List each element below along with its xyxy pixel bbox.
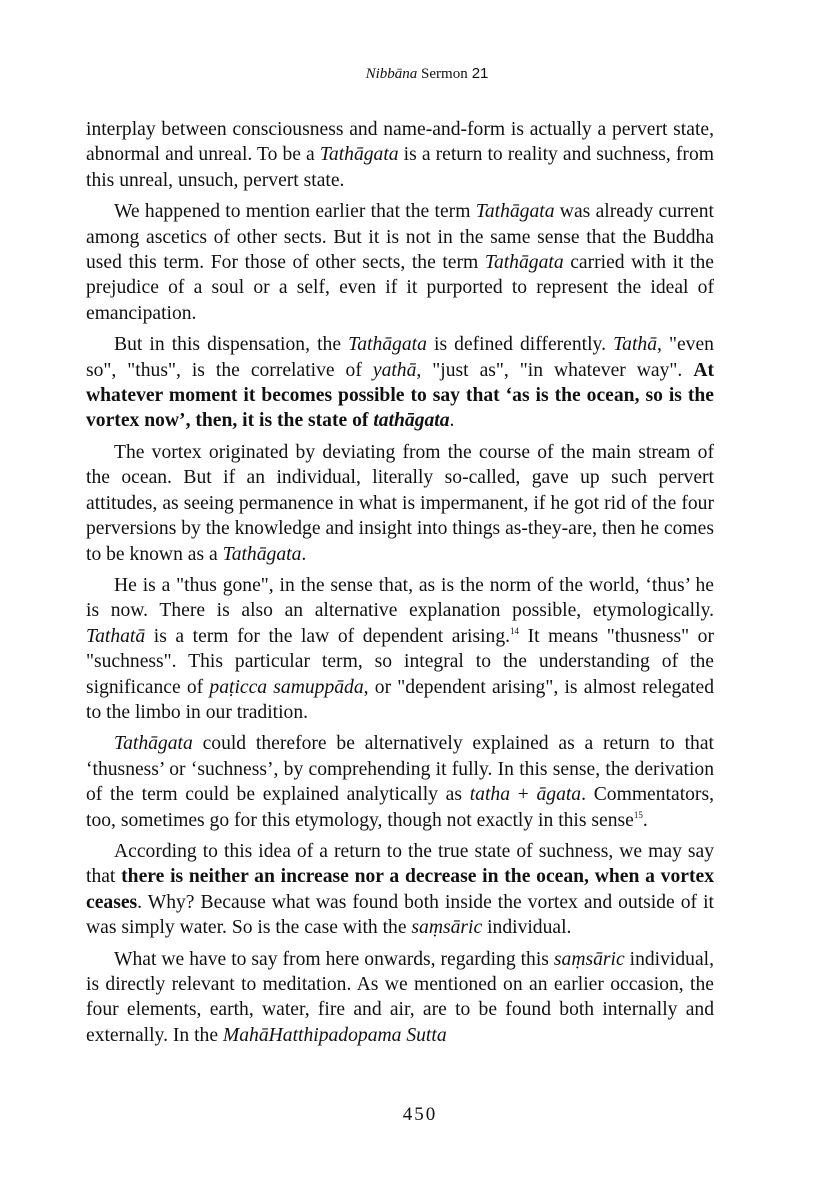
text-run: . Why? Because what was found both inside the vortex and outside of it was simply water. So is the case with the [86,891,714,939]
italic-term: saṃsāric [553,948,625,970]
italic-term: yathā [372,359,417,381]
paragraph [86,731,714,833]
italic-term: tatha [469,784,510,806]
italic-term: saṃsāric [411,917,483,939]
italic-term: Tathāgata [222,543,302,565]
paragraph [86,332,714,434]
text-run: . [301,543,307,565]
header-title-rest: Sermon [417,66,468,82]
text-run: . Commentators, too, sometimes go for this etymology, though not exactly in this sense [86,784,714,831]
text-run: It means "thusness" or "suchness". This particular term, so integral to the understanding of the significance of [86,625,714,698]
text-run: He is a "thus gone", in the sense that, as is the norm of the world, ‘thus’ he is now. There is also an alternative explanation possible, etymologically. [86,574,714,622]
paragraph [86,199,714,326]
text-run: was already current among ascetics of other sects. But it is not in the same sense that the Buddha used this term. For those of other sects, the term [86,201,714,274]
italic-term: Tathāgata [475,201,555,223]
italic-term: āgata [536,784,582,806]
text-run: According to this idea of a return to the true state of suchness, we may say that [86,840,714,888]
italic-term: MahāHatthipadopama Sutta [222,1024,447,1046]
bold-emphasis: there is neither an increase nor a decrease in the ocean, when a vortex ceases [86,866,714,913]
italic-term: Tathāgata [484,252,564,274]
running-header [0,64,840,84]
text-run: could therefore be alternatively explained as a return to that ‘thusness’ or ‘suchness’, by comprehending it fully. In this sense, the derivation of the term could be explained analytically as [86,733,714,806]
text-run: carried with it the prejudice of a soul or a self, even if it purported to represent the ideal of emancipation. [86,252,714,324]
italic-term: Tathāgata [114,733,193,755]
paragraph [86,839,714,941]
page-number: 450 [402,1104,438,1125]
text-run: , "just as", "in whatever way". [416,359,694,381]
text-run: is defined differently. [426,334,614,356]
text-run: . [449,410,455,432]
bold-italic-term: tathāgata [373,410,450,432]
text-run: What we have to say from here onwards, regarding this [114,948,554,970]
page-body [86,117,714,1054]
text-run: individual, is directly relevant to meditation. As we mentioned on an earlier occasion, the four elements, earth, water, fire and air, are to be found both internally and externally. In the [86,948,714,1046]
footnote-ref: 15 [633,809,643,820]
paragraph [86,947,714,1049]
text-run: But in this dispensation, the [114,334,349,356]
text-run: . [642,809,648,831]
italic-term: paṭicca samuppāda [209,676,364,698]
italic-term: Tathāgata [319,144,399,166]
text-run: We happened to mention earlier that the term [114,201,476,223]
paragraph [86,440,714,567]
italic-term: Tathā [613,334,657,356]
header-sermon-number: 21 [471,65,489,82]
text-run: , or "dependent arising", is almost relegated to the limbo in our tradition. [86,676,714,723]
footnote-ref: 14 [510,625,520,636]
header-title [366,64,468,84]
paragraph [86,117,714,193]
text-run: The vortex originated by deviating from the course of the main stream of the ocean. But if an individual, literally so-called, gave up such pervert attitudes, as seeing permanence in what is impermanent, if he got rid of the four perversions by the knowledge and insight into things as-they-are, then he comes to be known as a [86,441,714,565]
text-run: , "even so", "thus", is the correlative of [86,334,714,381]
text-run: individual. [482,917,572,939]
header-title-italic: Nibbāna [365,66,418,82]
italic-term: Tathāgata [348,334,427,356]
bold-emphasis: At whatever moment it becomes possible to say that ‘as is the ocean, so is the vortex now’, then, it is the state of [86,359,714,432]
text-run: is a term for the law of dependent arising. [145,625,511,647]
italic-term: Tathatā [86,625,146,647]
text-run: interplay between consciousness and name-and-form is actually a pervert state, abnormal and unreal. To be a [86,119,714,166]
text-run: + [510,784,537,806]
text-run: is a return to reality and suchness, from this unreal, unsuch, pervert state. [86,144,714,191]
paragraph [86,573,714,725]
